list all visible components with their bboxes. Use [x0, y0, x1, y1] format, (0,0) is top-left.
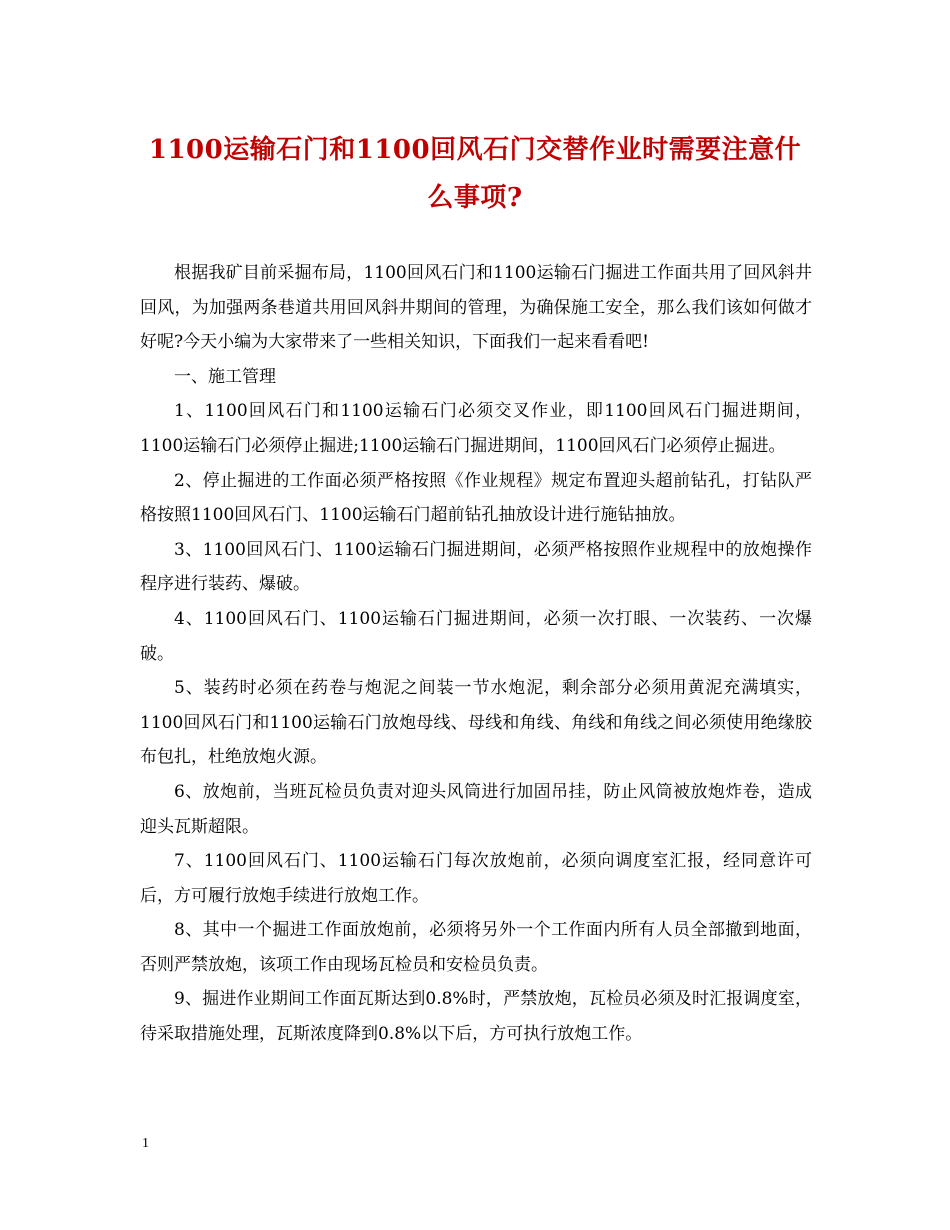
- list-item: 1、1100回风石门和1100运输石门必须交叉作业，即1100回风石门掘进期间，1100运输石门必须停止掘进;1100运输石门掘进期间，1100回风石门必须停止掘进。: [140, 401, 812, 456]
- list-item: 4、1100回风石门、1100运输石门掘进期间，必须一次打眼、一次装药、一次爆破。: [140, 608, 812, 664]
- list-item: 9、掘进作业期间工作面瓦斯达到0.8%时，严禁放炮，瓦检员必须及时汇报调度室，待采取措施处理，瓦斯浓度降到0.8%以下后，方可执行放炮工作。: [140, 989, 812, 1045]
- list-item: 8、其中一个掘进工作面放炮前，必须将另外一个工作面内所有人员全部撤到地面，否则严禁放炮，该项工作由现场瓦检员和安检员负责。: [140, 920, 812, 975]
- list-item: 2、停止掘进的工作面必须严格按照《作业规程》规定布置迎头超前钻孔，打钻队严格按照1100回风石门、1100运输石门超前钻孔抽放设计进行施钻抽放。: [140, 470, 812, 526]
- document-title: 1100运输石门和1100回风石门交替作业时需要注意什么事项?: [148, 135, 802, 213]
- page-number: 1: [142, 1136, 149, 1151]
- document-body: [140, 256, 812, 1052]
- list-item: 7、1100回风石门、1100运输石门每次放炮前，必须向调度室汇报，经同意许可后，方可履行放炮手续进行放炮工作。: [140, 851, 812, 906]
- list-item: 6、放炮前，当班瓦检员负责对迎头风筒进行加固吊挂，防止风筒被放炮炸卷，造成迎头瓦斯超限。: [140, 781, 812, 837]
- list-item: 3、1100回风石门、1100运输石门掘进期间，必须严格按照作业规程中的放炮操作程序进行装药、爆破。: [140, 539, 812, 595]
- section-heading: 一、施工管理: [174, 366, 276, 387]
- list-item: 5、装药时必须在药卷与炮泥之间装一节水炮泥，剩余部分必须用黄泥充满填实，1100回风石门和1100运输石门放炮母线、母线和角线、角线和角线之间必须使用绝缘胶布包扎，杜绝放炮火源。: [140, 678, 812, 768]
- intro-paragraph: 根据我矿目前采掘布局，1100回风石门和1100运输石门掘进工作面共用了回风斜井回风，为加强两条巷道共用回风斜井期间的管理，为确保施工安全，那么我们该如何做才好呢?今天小编为大家带来了一些相关知识，下面我们一起来看看吧!: [140, 263, 812, 353]
